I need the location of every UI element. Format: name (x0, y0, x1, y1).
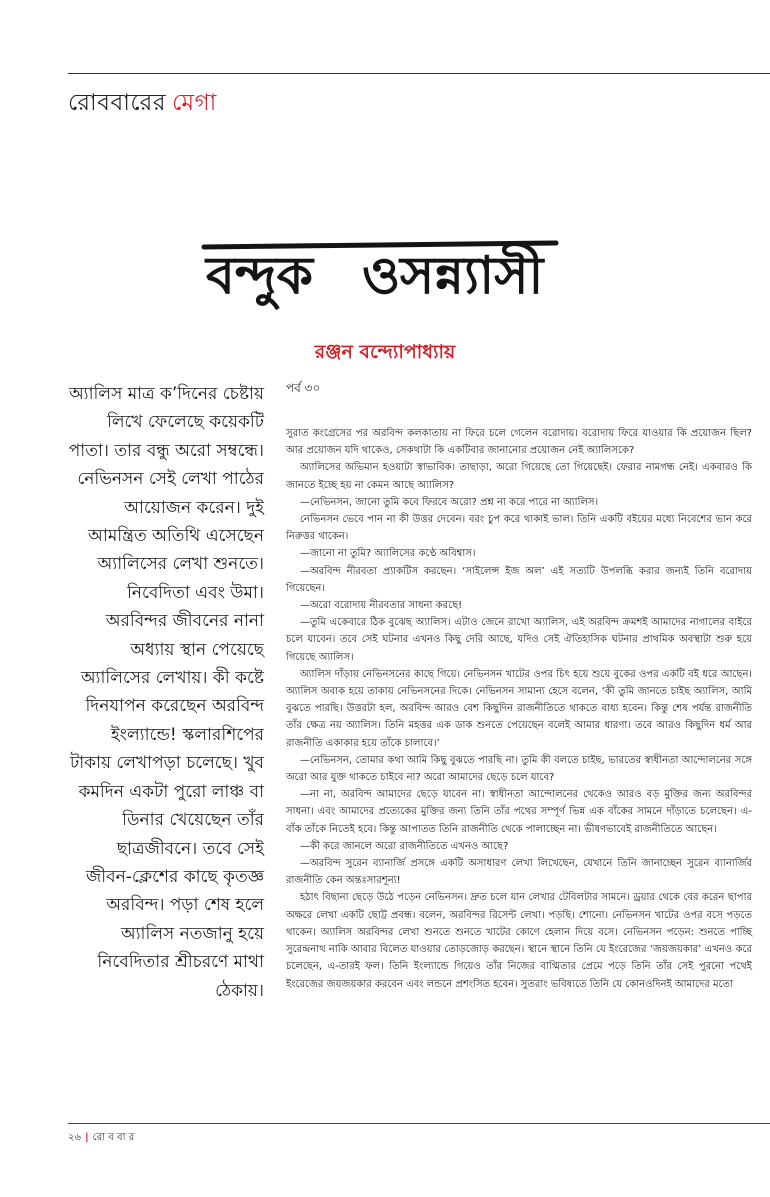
paragraph: —কী করে জানলে অরো রাজনীতিতে এখনও আছে? (300, 840, 509, 852)
publication-name: রো ব বা র (92, 1132, 135, 1143)
section-header (68, 84, 217, 123)
paragraph: সুরাত কংগ্রেসের পর অরবিন্দ কলকাতায় না ফিরে চলে গেলেন বরোদায়। বরোদায় ফিরে যাওয়ার কি প্রয়োজন ছিল? আর প্রয়োজন যদি থাকেও, সেকথাটা কি একটিবার জানানোর প্রয়োজন নেই অ্যালিসকে? (286, 428, 752, 457)
section-label-black: রোববারের (68, 90, 166, 116)
article-title-calligraphy (200, 225, 560, 305)
paragraph: অ্যালিসের অভিমান হওয়াটা স্বাভাবিক। তাছাড়া, অরো গিয়েছে তো গিয়েছেই। ফেরার নামগন্ধ নেই। একবারও কি জানতে ইচ্ছে হয় না কেমন আছে অ্যালিস? (286, 462, 752, 491)
title-connector: ও (362, 246, 401, 306)
footer-separator: | (85, 1132, 89, 1143)
page-footer (68, 1130, 134, 1147)
paragraph: —জানো না তুমি? অ্যালিসের কণ্ঠে অবিশ্বাস। (300, 548, 476, 560)
paragraph: —তুমি একেবারে ঠিক বুঝেছ অ্যালিস। এটাও জেনে রাখো অ্যালিস, এই অরবিন্দ ক্রমশই আমাদের নাগালের বাইরে চলে যাবেন। তবে সেই ঘটনার এখনও কিছু দেরি আছে, যদিও সেই ঐতিহাসিক ঘটনার প্রাথমিক অবস্থাটা শুরু হয়ে গিয়েছে অ্যালিস। (286, 617, 752, 663)
paragraph: —নেভিনসন, জানো তুমি কবে ফিরবে অরো? প্রশ্ন না করে পারে না অ্যালিস। (300, 496, 599, 508)
paragraph: অ্যালিস দাঁড়ায় নেভিনসনের কাছে গিয়ে। নেভিনসন খাটের ওপর চিৎ হয়ে শুয়ে বুকের ওপর একটি বই ধরে আছেন। অ্যালিস অবাক হয়ে তাকায় নেভিনসনের দিকে। নেভিনসন সামান্য হেসে বলেন, ‘কী তুমি জানতে চাইছ অ্যালিস, আমি বুঝতে পারছি। উত্তরটা হল, অরবিন্দ আরও বেশ কিছুদিন রাজনীতিতে থাকতে বাধ্য হবেন। কিন্তু শেষ পর্যন্ত রাজনীতি তাঁর ক্ষেত্র নয় অ্যালিস। তিনি মহত্তর এক ডাক শুনতে পেয়েছেন বলেই আমার ধারণা। তবে আরও কিছুদিন ধর্ম আর রাজনীতি একাকার হয়ে তাঁকে চালাবে।’ (286, 668, 752, 749)
pull-quote: অ্যালিস মাত্র ক’দিনের চেষ্টায় লিখে ফেলেছে কয়েকটি পাতা। তার বন্ধু অরো সম্বন্ধে। নেভিনসন সেই লেখা পাঠের আয়োজন করেন। দুই আমন্ত্রিত অতিথি এসেছেন অ্যালিসের লেখা শুনতে। নিবেদিতা এবং উমা। অরবিন্দর জীবনের নানা অধ্যায় স্থান পেয়েছে অ্যালিসের লেখায়। কী কষ্টে দিনযাপন করেছেন অরবিন্দ ইংল্যান্ডে! স্কলারশিপের টাকায় লেখাপড়া চলেছে। খুব কমদিন একটা পুরো লাঞ্চ বা ডিনার খেয়েছেন তাঁর ছাত্রজীবনে। তবে সেই জীবন-ক্লেশের কাছে কৃতজ্ঞ অরবিন্দ। পড়া শেষ হলে অ্যালিস নতজানু হয়ে নিবেদিতার শ্রীচরণে মাথা ঠেকায়। (68, 384, 264, 1001)
episode-label: পর্ব ৩০ (286, 381, 321, 395)
paragraph: —নেভিনসন, তোমার কথা আমি কিছু বুঝতে পারছি না। তুমি কী বলতে চাইছ, ভারতের স্বাধীনতা আন্দোলনের সঙ্গে অরো আর যুক্ত থাকতে চাইবে না? অরো আমাদের ছেড়ে চলে যাবে? (286, 754, 752, 784)
paragraph: হঠাৎ বিছানা ছেড়ে উঠে পড়েন নেভিনসন। দ্রুত চলে যান লেখার টেবিলটার সামনে। ড্রয়ার থেকে বের করেন ছাপার অক্ষরে লেখা একটি ছোট্ট প্রবন্ধ। বলেন, অরবিন্দর রিসেন্ট লেখা। পড়ছি। শোনো। নেভিনসন খাটের ওপর বসে পড়তে থাকেন। অ্যালিস অরবিন্দর লেখা শুনতে শুনতে খাটের কোণে হেলান দিয়ে বসে। নেভিনসন পড়েন: শুনতে পাচ্ছি সুরেন্দ্রনাথ নাকি আবার বিলেত যাওয়ার তোড়জোড় করছেন। স্থানে স্থানে তিনি যে ইংরেজের ‘জয়জয়কার’ এখনও করে চলেছেন, এ-তারই ফল। তিনি ইংল্যান্ডে গিয়েও তাঁর নিজের বাগ্মিতার প্রেমে পড়ে তিনি তাঁর সেই পুরনো পথেই ইংরেজের জয়জয়কার করবেন এবং লন্ডনে প্রশংসিত হবেন। সুতরাং ভবিষ্যতে তিনি যে কোনওদিনই আমাদের মতো (286, 892, 752, 990)
paragraph: —না না, অরবিন্দ আমাদের ছেড়ে যাবেন না। স্বাধীনতা আন্দোলনের থেকেও আরও বড় মুক্তির জন্য অরবিন্দর সাধনা। এবং আমাদের প্রত্যেকের মুক্তির জন্য তিনি তাঁর পথের সম্পূর্ণ ভিন্ন এক বাঁকের সামনে দাঁড়াতে চলেছেন। এ-বাঁক তাঁকে নিতেই হবে। কিন্তু আপাতত তিনি রাজনীতি থেকে পালাচ্ছেন না। ভীষণভাবেই রাজনীতিতে আছেন। (286, 789, 752, 835)
bottom-rule (68, 1123, 770, 1124)
title-part1: বন্দুক (206, 246, 314, 306)
paragraph: —অরবিন্দ নীরবতা প্র্যাকটিস করছেন। ‘সাইলেন্স ইজ অল’ এই সত্যটি উপলব্ধি করার জন্যই তিনি বরোদায় গিয়েছেন। (286, 565, 752, 594)
paragraph: —অরো বরোদায় নীরবতার সাধনা করছে! (300, 600, 463, 612)
author-byline: রঞ্জন বন্দ্যোপাধ্যায় (314, 341, 456, 363)
top-rule (68, 73, 770, 74)
section-label-red: মেগা (171, 90, 217, 116)
article-body (286, 425, 752, 993)
paragraph: নেভিনসন ভেবে পান না কী উত্তর দেবেন। বরং চুপ করে থাকাই ভাল। তিনি একটি বইয়ের মধ্যে নিবেশের ভান করে নিরুত্তর থাকেন। (286, 514, 752, 543)
paragraph: —অরবিন্দ সুরেন ব্যানার্জি প্রসঙ্গে একটি অসাধারণ লেখা লিখেছেন, যেখানে তিনি জানাচ্ছেন সুরেন ব্যানার্জির রাজনীতি কেন অন্তঃসারশূন্য! (286, 858, 752, 887)
page-number: ২৬ (68, 1132, 82, 1143)
title-part2: সন্ন্যাসী (400, 246, 544, 306)
